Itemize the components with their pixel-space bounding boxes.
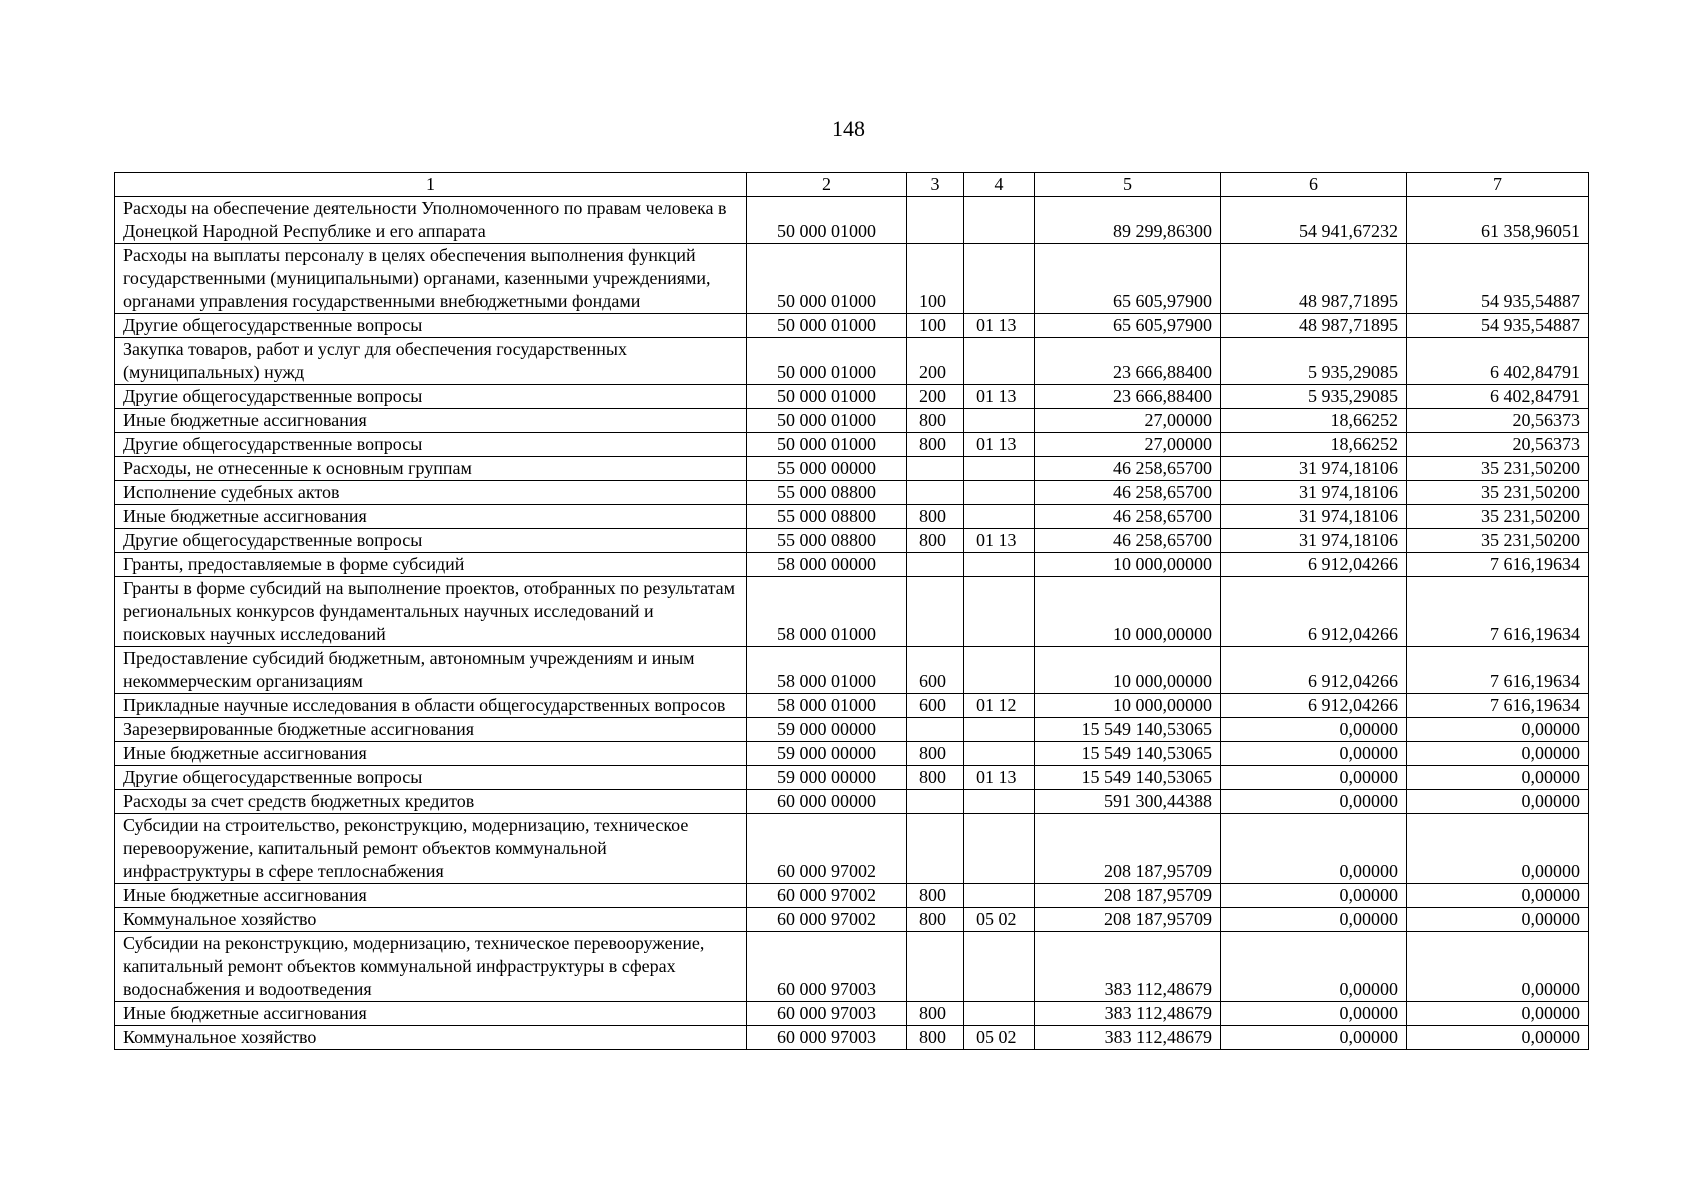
amount-col-5: 208 187,95709 (1035, 814, 1221, 884)
expense-type-code (907, 553, 964, 577)
section-subsection-code: 05 02 (964, 1026, 1035, 1050)
expense-type-code: 800 (907, 409, 964, 433)
target-article-code: 55 000 08800 (747, 529, 907, 553)
amount-col-7: 0,00000 (1407, 766, 1589, 790)
section-subsection-code (964, 577, 1035, 647)
table-row (115, 244, 1589, 314)
section-subsection-code (964, 718, 1035, 742)
row-description: Коммунальное хозяйство (115, 908, 747, 932)
amount-col-6: 5 935,29085 (1221, 385, 1407, 409)
amount-col-6: 6 912,04266 (1221, 577, 1407, 647)
amount-col-5: 10 000,00000 (1035, 694, 1221, 718)
section-subsection-code (964, 742, 1035, 766)
target-article-code: 58 000 01000 (747, 647, 907, 694)
expense-type-code (907, 457, 964, 481)
target-article-code: 60 000 97003 (747, 1002, 907, 1026)
amount-col-7: 0,00000 (1407, 884, 1589, 908)
amount-col-6: 6 912,04266 (1221, 694, 1407, 718)
table-row (115, 553, 1589, 577)
expense-type-code: 800 (907, 433, 964, 457)
table-row (115, 742, 1589, 766)
amount-col-6: 18,66252 (1221, 409, 1407, 433)
row-description: Другие общегосударственные вопросы (115, 766, 747, 790)
amount-col-6: 0,00000 (1221, 908, 1407, 932)
target-article-code: 55 000 08800 (747, 481, 907, 505)
amount-col-6: 0,00000 (1221, 932, 1407, 1002)
row-description: Другие общегосударственные вопросы (115, 529, 747, 553)
amount-col-7: 35 231,50200 (1407, 481, 1589, 505)
amount-col-5: 10 000,00000 (1035, 647, 1221, 694)
target-article-code: 60 000 97002 (747, 814, 907, 884)
amount-col-7: 0,00000 (1407, 908, 1589, 932)
amount-col-6: 6 912,04266 (1221, 647, 1407, 694)
amount-col-5: 46 258,65700 (1035, 457, 1221, 481)
amount-col-5: 46 258,65700 (1035, 529, 1221, 553)
table-row (115, 457, 1589, 481)
table-row (115, 197, 1589, 244)
row-description: Закупка товаров, работ и услуг для обеспечения государственных (муниципальных) нужд (115, 338, 747, 385)
row-description: Исполнение судебных актов (115, 481, 747, 505)
target-article-code: 55 000 08800 (747, 505, 907, 529)
section-subsection-code (964, 932, 1035, 1002)
row-description: Иные бюджетные ассигнования (115, 505, 747, 529)
amount-col-5: 65 605,97900 (1035, 244, 1221, 314)
amount-col-5: 89 299,86300 (1035, 197, 1221, 244)
row-description: Субсидии на строительство, реконструкцию, модернизацию, техническое перевооружение, капитальный ремонт объектов коммунальной инфраструктуры в сфере теплоснабжения (115, 814, 747, 884)
amount-col-7: 0,00000 (1407, 790, 1589, 814)
section-subsection-code (964, 884, 1035, 908)
amount-col-7: 0,00000 (1407, 1002, 1589, 1026)
table-row (115, 814, 1589, 884)
target-article-code: 58 000 01000 (747, 577, 907, 647)
amount-col-5: 27,00000 (1035, 433, 1221, 457)
expense-type-code: 800 (907, 505, 964, 529)
section-subsection-code (964, 505, 1035, 529)
target-article-code: 50 000 01000 (747, 314, 907, 338)
amount-col-5: 383 112,48679 (1035, 1026, 1221, 1050)
column-header: 3 (907, 173, 964, 197)
row-description: Расходы на выплаты персоналу в целях обеспечения выполнения функций государственными (муниципальными) органами, казенными учреждениями, органами управления государственными внебюджетными фондами (115, 244, 747, 314)
table-row (115, 647, 1589, 694)
amount-col-7: 0,00000 (1407, 932, 1589, 1002)
column-header: 6 (1221, 173, 1407, 197)
row-description: Иные бюджетные ассигнования (115, 409, 747, 433)
target-article-code: 59 000 00000 (747, 766, 907, 790)
amount-col-5: 208 187,95709 (1035, 884, 1221, 908)
row-description: Другие общегосударственные вопросы (115, 385, 747, 409)
amount-col-7: 6 402,84791 (1407, 385, 1589, 409)
table-row (115, 694, 1589, 718)
target-article-code: 50 000 01000 (747, 197, 907, 244)
amount-col-5: 65 605,97900 (1035, 314, 1221, 338)
expense-type-code: 100 (907, 314, 964, 338)
target-article-code: 60 000 97002 (747, 884, 907, 908)
amount-col-5: 15 549 140,53065 (1035, 718, 1221, 742)
table-row (115, 409, 1589, 433)
expense-type-code: 800 (907, 1002, 964, 1026)
row-description: Субсидии на реконструкцию, модернизацию, техническое перевооружение, капитальный ремонт объектов коммунальной инфраструктуры в сферах водоснабжения и водоотведения (115, 932, 747, 1002)
table-row (115, 385, 1589, 409)
section-subsection-code (964, 338, 1035, 385)
target-article-code: 58 000 01000 (747, 694, 907, 718)
amount-col-5: 23 666,88400 (1035, 338, 1221, 385)
table-row (115, 529, 1589, 553)
amount-col-7: 61 358,96051 (1407, 197, 1589, 244)
amount-col-7: 35 231,50200 (1407, 457, 1589, 481)
expense-type-code: 800 (907, 908, 964, 932)
amount-col-7: 0,00000 (1407, 742, 1589, 766)
section-subsection-code (964, 790, 1035, 814)
row-description: Зарезервированные бюджетные ассигнования (115, 718, 747, 742)
target-article-code: 59 000 00000 (747, 718, 907, 742)
expense-type-code: 600 (907, 647, 964, 694)
target-article-code: 50 000 01000 (747, 409, 907, 433)
section-subsection-code (964, 553, 1035, 577)
expense-type-code: 100 (907, 244, 964, 314)
table-row (115, 718, 1589, 742)
amount-col-6: 31 974,18106 (1221, 457, 1407, 481)
expense-type-code (907, 197, 964, 244)
amount-col-7: 7 616,19634 (1407, 694, 1589, 718)
amount-col-6: 0,00000 (1221, 1002, 1407, 1026)
row-description: Иные бюджетные ассигнования (115, 742, 747, 766)
expense-type-code: 800 (907, 884, 964, 908)
target-article-code: 58 000 00000 (747, 553, 907, 577)
budget-table (114, 172, 1589, 1050)
expense-type-code: 600 (907, 694, 964, 718)
target-article-code: 50 000 01000 (747, 244, 907, 314)
section-subsection-code: 01 12 (964, 694, 1035, 718)
target-article-code: 60 000 97003 (747, 932, 907, 1002)
amount-col-7: 7 616,19634 (1407, 647, 1589, 694)
section-subsection-code: 05 02 (964, 908, 1035, 932)
amount-col-6: 6 912,04266 (1221, 553, 1407, 577)
section-subsection-code (964, 647, 1035, 694)
amount-col-6: 5 935,29085 (1221, 338, 1407, 385)
section-subsection-code: 01 13 (964, 766, 1035, 790)
amount-col-5: 208 187,95709 (1035, 908, 1221, 932)
table-body (115, 197, 1589, 1050)
amount-col-7: 6 402,84791 (1407, 338, 1589, 385)
amount-col-7: 7 616,19634 (1407, 553, 1589, 577)
amount-col-7: 35 231,50200 (1407, 505, 1589, 529)
row-description: Иные бюджетные ассигнования (115, 1002, 747, 1026)
expense-type-code (907, 577, 964, 647)
amount-col-6: 0,00000 (1221, 766, 1407, 790)
table-row (115, 314, 1589, 338)
amount-col-6: 0,00000 (1221, 790, 1407, 814)
column-header: 5 (1035, 173, 1221, 197)
expense-type-code: 200 (907, 385, 964, 409)
row-description: Расходы, не отнесенные к основным группам (115, 457, 747, 481)
target-article-code: 50 000 01000 (747, 433, 907, 457)
amount-col-7: 0,00000 (1407, 814, 1589, 884)
amount-col-6: 31 974,18106 (1221, 481, 1407, 505)
target-article-code: 60 000 00000 (747, 790, 907, 814)
amount-col-5: 383 112,48679 (1035, 932, 1221, 1002)
expense-type-code: 800 (907, 766, 964, 790)
row-description: Другие общегосударственные вопросы (115, 433, 747, 457)
section-subsection-code (964, 197, 1035, 244)
row-description: Гранты, предоставляемые в форме субсидий (115, 553, 747, 577)
expense-type-code (907, 481, 964, 505)
amount-col-6: 31 974,18106 (1221, 529, 1407, 553)
row-description: Расходы за счет средств бюджетных кредитов (115, 790, 747, 814)
expense-type-code (907, 814, 964, 884)
row-description: Иные бюджетные ассигнования (115, 884, 747, 908)
amount-col-5: 27,00000 (1035, 409, 1221, 433)
section-subsection-code: 01 13 (964, 314, 1035, 338)
amount-col-7: 54 935,54887 (1407, 314, 1589, 338)
amount-col-6: 0,00000 (1221, 814, 1407, 884)
amount-col-6: 0,00000 (1221, 884, 1407, 908)
section-subsection-code (964, 244, 1035, 314)
amount-col-5: 10 000,00000 (1035, 553, 1221, 577)
amount-col-6: 0,00000 (1221, 718, 1407, 742)
section-subsection-code (964, 1002, 1035, 1026)
target-article-code: 60 000 97002 (747, 908, 907, 932)
amount-col-5: 23 666,88400 (1035, 385, 1221, 409)
section-subsection-code: 01 13 (964, 433, 1035, 457)
table-row (115, 481, 1589, 505)
row-description: Гранты в форме субсидий на выполнение проектов, отобранных по результатам региональных конкурсов фундаментальных научных исследований и поисковых научных исследований (115, 577, 747, 647)
amount-col-5: 591 300,44388 (1035, 790, 1221, 814)
table-row (115, 505, 1589, 529)
header-row (115, 173, 1589, 197)
table-row (115, 932, 1589, 1002)
target-article-code: 55 000 00000 (747, 457, 907, 481)
amount-col-5: 15 549 140,53065 (1035, 766, 1221, 790)
table-row (115, 338, 1589, 385)
section-subsection-code (964, 481, 1035, 505)
column-header: 4 (964, 173, 1035, 197)
row-description: Предоставление субсидий бюджетным, автономным учреждениям и иным некоммерческим организациям (115, 647, 747, 694)
expense-type-code (907, 790, 964, 814)
amount-col-7: 0,00000 (1407, 1026, 1589, 1050)
amount-col-7: 20,56373 (1407, 409, 1589, 433)
expense-type-code: 800 (907, 529, 964, 553)
target-article-code: 59 000 00000 (747, 742, 907, 766)
column-header: 2 (747, 173, 907, 197)
expense-type-code: 800 (907, 742, 964, 766)
column-header: 7 (1407, 173, 1589, 197)
row-description: Коммунальное хозяйство (115, 1026, 747, 1050)
amount-col-5: 46 258,65700 (1035, 481, 1221, 505)
amount-col-5: 15 549 140,53065 (1035, 742, 1221, 766)
amount-col-7: 54 935,54887 (1407, 244, 1589, 314)
section-subsection-code: 01 13 (964, 529, 1035, 553)
table-row (115, 577, 1589, 647)
table-row (115, 884, 1589, 908)
amount-col-6: 0,00000 (1221, 742, 1407, 766)
amount-col-7: 20,56373 (1407, 433, 1589, 457)
table-row (115, 790, 1589, 814)
expense-type-code: 800 (907, 1026, 964, 1050)
section-subsection-code (964, 457, 1035, 481)
expense-type-code (907, 718, 964, 742)
section-subsection-code (964, 409, 1035, 433)
expense-type-code: 200 (907, 338, 964, 385)
row-description: Расходы на обеспечение деятельности Уполномоченного по правам человека в Донецкой Народной Республике и его аппарата (115, 197, 747, 244)
table-row (115, 908, 1589, 932)
amount-col-6: 54 941,67232 (1221, 197, 1407, 244)
table-row (115, 433, 1589, 457)
amount-col-5: 46 258,65700 (1035, 505, 1221, 529)
amount-col-6: 48 987,71895 (1221, 314, 1407, 338)
amount-col-5: 383 112,48679 (1035, 1002, 1221, 1026)
target-article-code: 50 000 01000 (747, 385, 907, 409)
amount-col-7: 0,00000 (1407, 718, 1589, 742)
target-article-code: 50 000 01000 (747, 338, 907, 385)
section-subsection-code: 01 13 (964, 385, 1035, 409)
column-header: 1 (115, 173, 747, 197)
page-number: 148 (832, 116, 865, 141)
target-article-code: 60 000 97003 (747, 1026, 907, 1050)
row-description: Другие общегосударственные вопросы (115, 314, 747, 338)
amount-col-6: 31 974,18106 (1221, 505, 1407, 529)
section-subsection-code (964, 814, 1035, 884)
table-row (115, 766, 1589, 790)
amount-col-5: 10 000,00000 (1035, 577, 1221, 647)
amount-col-7: 7 616,19634 (1407, 577, 1589, 647)
expense-type-code (907, 932, 964, 1002)
amount-col-6: 0,00000 (1221, 1026, 1407, 1050)
table-row (115, 1026, 1589, 1050)
amount-col-6: 18,66252 (1221, 433, 1407, 457)
row-description: Прикладные научные исследования в области общегосударственных вопросов (115, 694, 747, 718)
amount-col-6: 48 987,71895 (1221, 244, 1407, 314)
table-row (115, 1002, 1589, 1026)
amount-col-7: 35 231,50200 (1407, 529, 1589, 553)
